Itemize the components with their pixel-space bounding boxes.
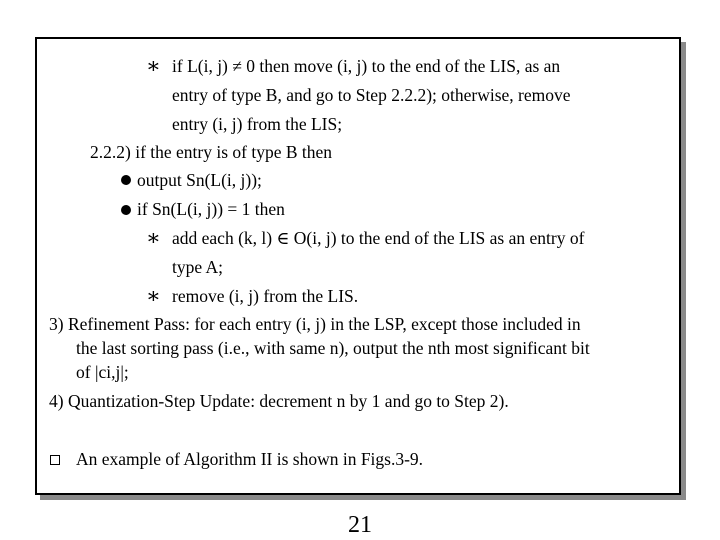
text-line: of |ci,j|; — [76, 362, 129, 382]
text-line: if L(i, j) ≠ 0 then move (i, j) to the end of the LIS, as an — [172, 56, 561, 76]
text-line: entry of type B, and go to Step 2.2.2); otherwise, remove — [172, 85, 571, 105]
asterisk-bullet-icon: ∗ — [146, 53, 161, 78]
text-line: An example of Algorithm II is shown in Figs.3-9. — [76, 449, 424, 469]
text-line: entry (i, j) from the LIS; — [172, 114, 343, 134]
text-line: add each (k, l) ∈ O(i, j) to the end of the LIS as an entry of — [172, 228, 585, 248]
text-line: 4) Quantization-Step Update: decrement n by 1 and go to Step 2). — [49, 391, 509, 411]
text-line: 2.2.2) if the entry is of type B then — [90, 142, 333, 162]
text-line: the last sorting pass (i.e., with same n), output the nth most significant bit — [76, 338, 590, 358]
text-line: 3) Refinement Pass: for each entry (i, j) in the LSP, except those included in — [49, 314, 581, 334]
text-line: if Sn(L(i, j)) = 1 then — [137, 199, 285, 219]
text-line: type A; — [172, 257, 224, 277]
asterisk-bullet-icon: ∗ — [146, 283, 161, 308]
asterisk-bullet-icon: ∗ — [146, 225, 161, 250]
text-line: remove (i, j) from the LIS. — [172, 286, 359, 306]
circle-bullet-icon — [121, 175, 131, 185]
circle-bullet-icon — [121, 205, 131, 215]
text-line: output Sn(L(i, j)); — [137, 170, 262, 190]
square-bullet-icon — [50, 455, 60, 465]
slide-frame — [35, 37, 681, 495]
page-number: 21 — [348, 512, 372, 538]
